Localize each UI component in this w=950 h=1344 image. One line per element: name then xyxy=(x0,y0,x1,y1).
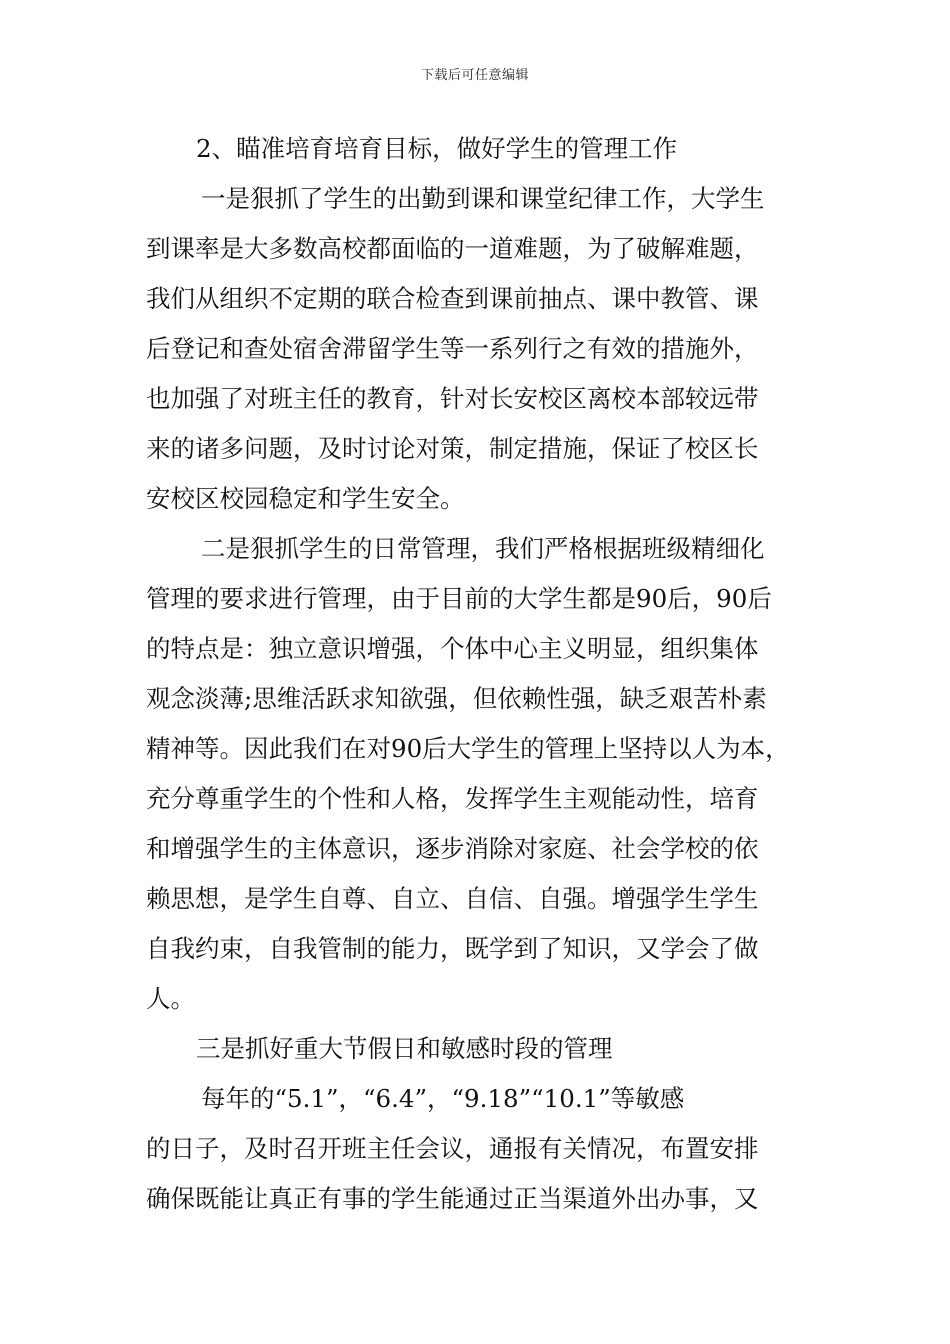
paragraph-line: 每年的“5.1”，“6.4”，“9.18”“10.1”等敏感 xyxy=(201,1084,685,1113)
paragraph-line: 安校区校园稳定和学生安全。 xyxy=(146,484,465,513)
paragraph-line: 我们从组织不定期的联合检查到课前抽点、课中教管、课 xyxy=(146,284,759,313)
paragraph-line: 也加强了对班主任的教育，针对长安校区离校本部较远带 xyxy=(146,384,759,413)
paragraph-line: 二是狠抓学生的日常管理，我们严格根据班级精细化 xyxy=(201,534,765,563)
paragraph-line: 确保既能让真正有事的学生能通过正当渠道外出办事，又 xyxy=(146,1184,759,1213)
paragraph-line: 到课率是大多数高校都面临的一道难题，为了破解难题， xyxy=(146,234,759,263)
paragraph-line: 充分尊重学生的个性和人格，发挥学生主观能动性，培育 xyxy=(146,784,759,813)
paragraph-line: 精神等。因此我们在对90后大学生的管理上坚持以人为本， xyxy=(146,734,790,763)
paragraph-line: 后登记和查处宿舍滞留学生等一系列行之有效的措施外， xyxy=(146,334,759,363)
page-header-note: 下载后可任意编辑 xyxy=(420,68,529,83)
paragraph-line: 来的诸多问题，及时讨论对策，制定措施，保证了校区长 xyxy=(146,434,759,463)
section-heading: 三是抓好重大节假日和敏感时段的管理 xyxy=(196,1034,613,1063)
paragraph-line: 赖思想，是学生自尊、自立、自信、自强。增强学生学生 xyxy=(146,884,759,913)
document-body xyxy=(146,124,816,1224)
paragraph-line: 和增强学生的主体意识，逐步消除对家庭、社会学校的依 xyxy=(146,834,759,863)
paragraph-line: 的日子，及时召开班主任会议，通报有关情况，布置安排 xyxy=(146,1134,759,1163)
paragraph-line: 观念淡薄;思维活跃求知欲强，但依赖性强，缺乏艰苦朴素 xyxy=(146,684,767,713)
paragraph-line: 一是狠抓了学生的出勤到课和课堂纪律工作，大学生 xyxy=(201,184,765,213)
paragraph-line: 的特点是：独立意识增强，个体中心主义明显，组织集体 xyxy=(146,634,759,663)
paragraph-line: 管理的要求进行管理，由于目前的大学生都是90后，90后 xyxy=(146,584,772,613)
paragraph-line: 自我约束，自我管制的能力，既学到了知识，又学会了做 xyxy=(146,934,759,963)
paragraph-line: 人。 xyxy=(146,984,195,1013)
section-heading: 2、瞄准培育培育目标，做好学生的管理工作 xyxy=(196,134,678,163)
